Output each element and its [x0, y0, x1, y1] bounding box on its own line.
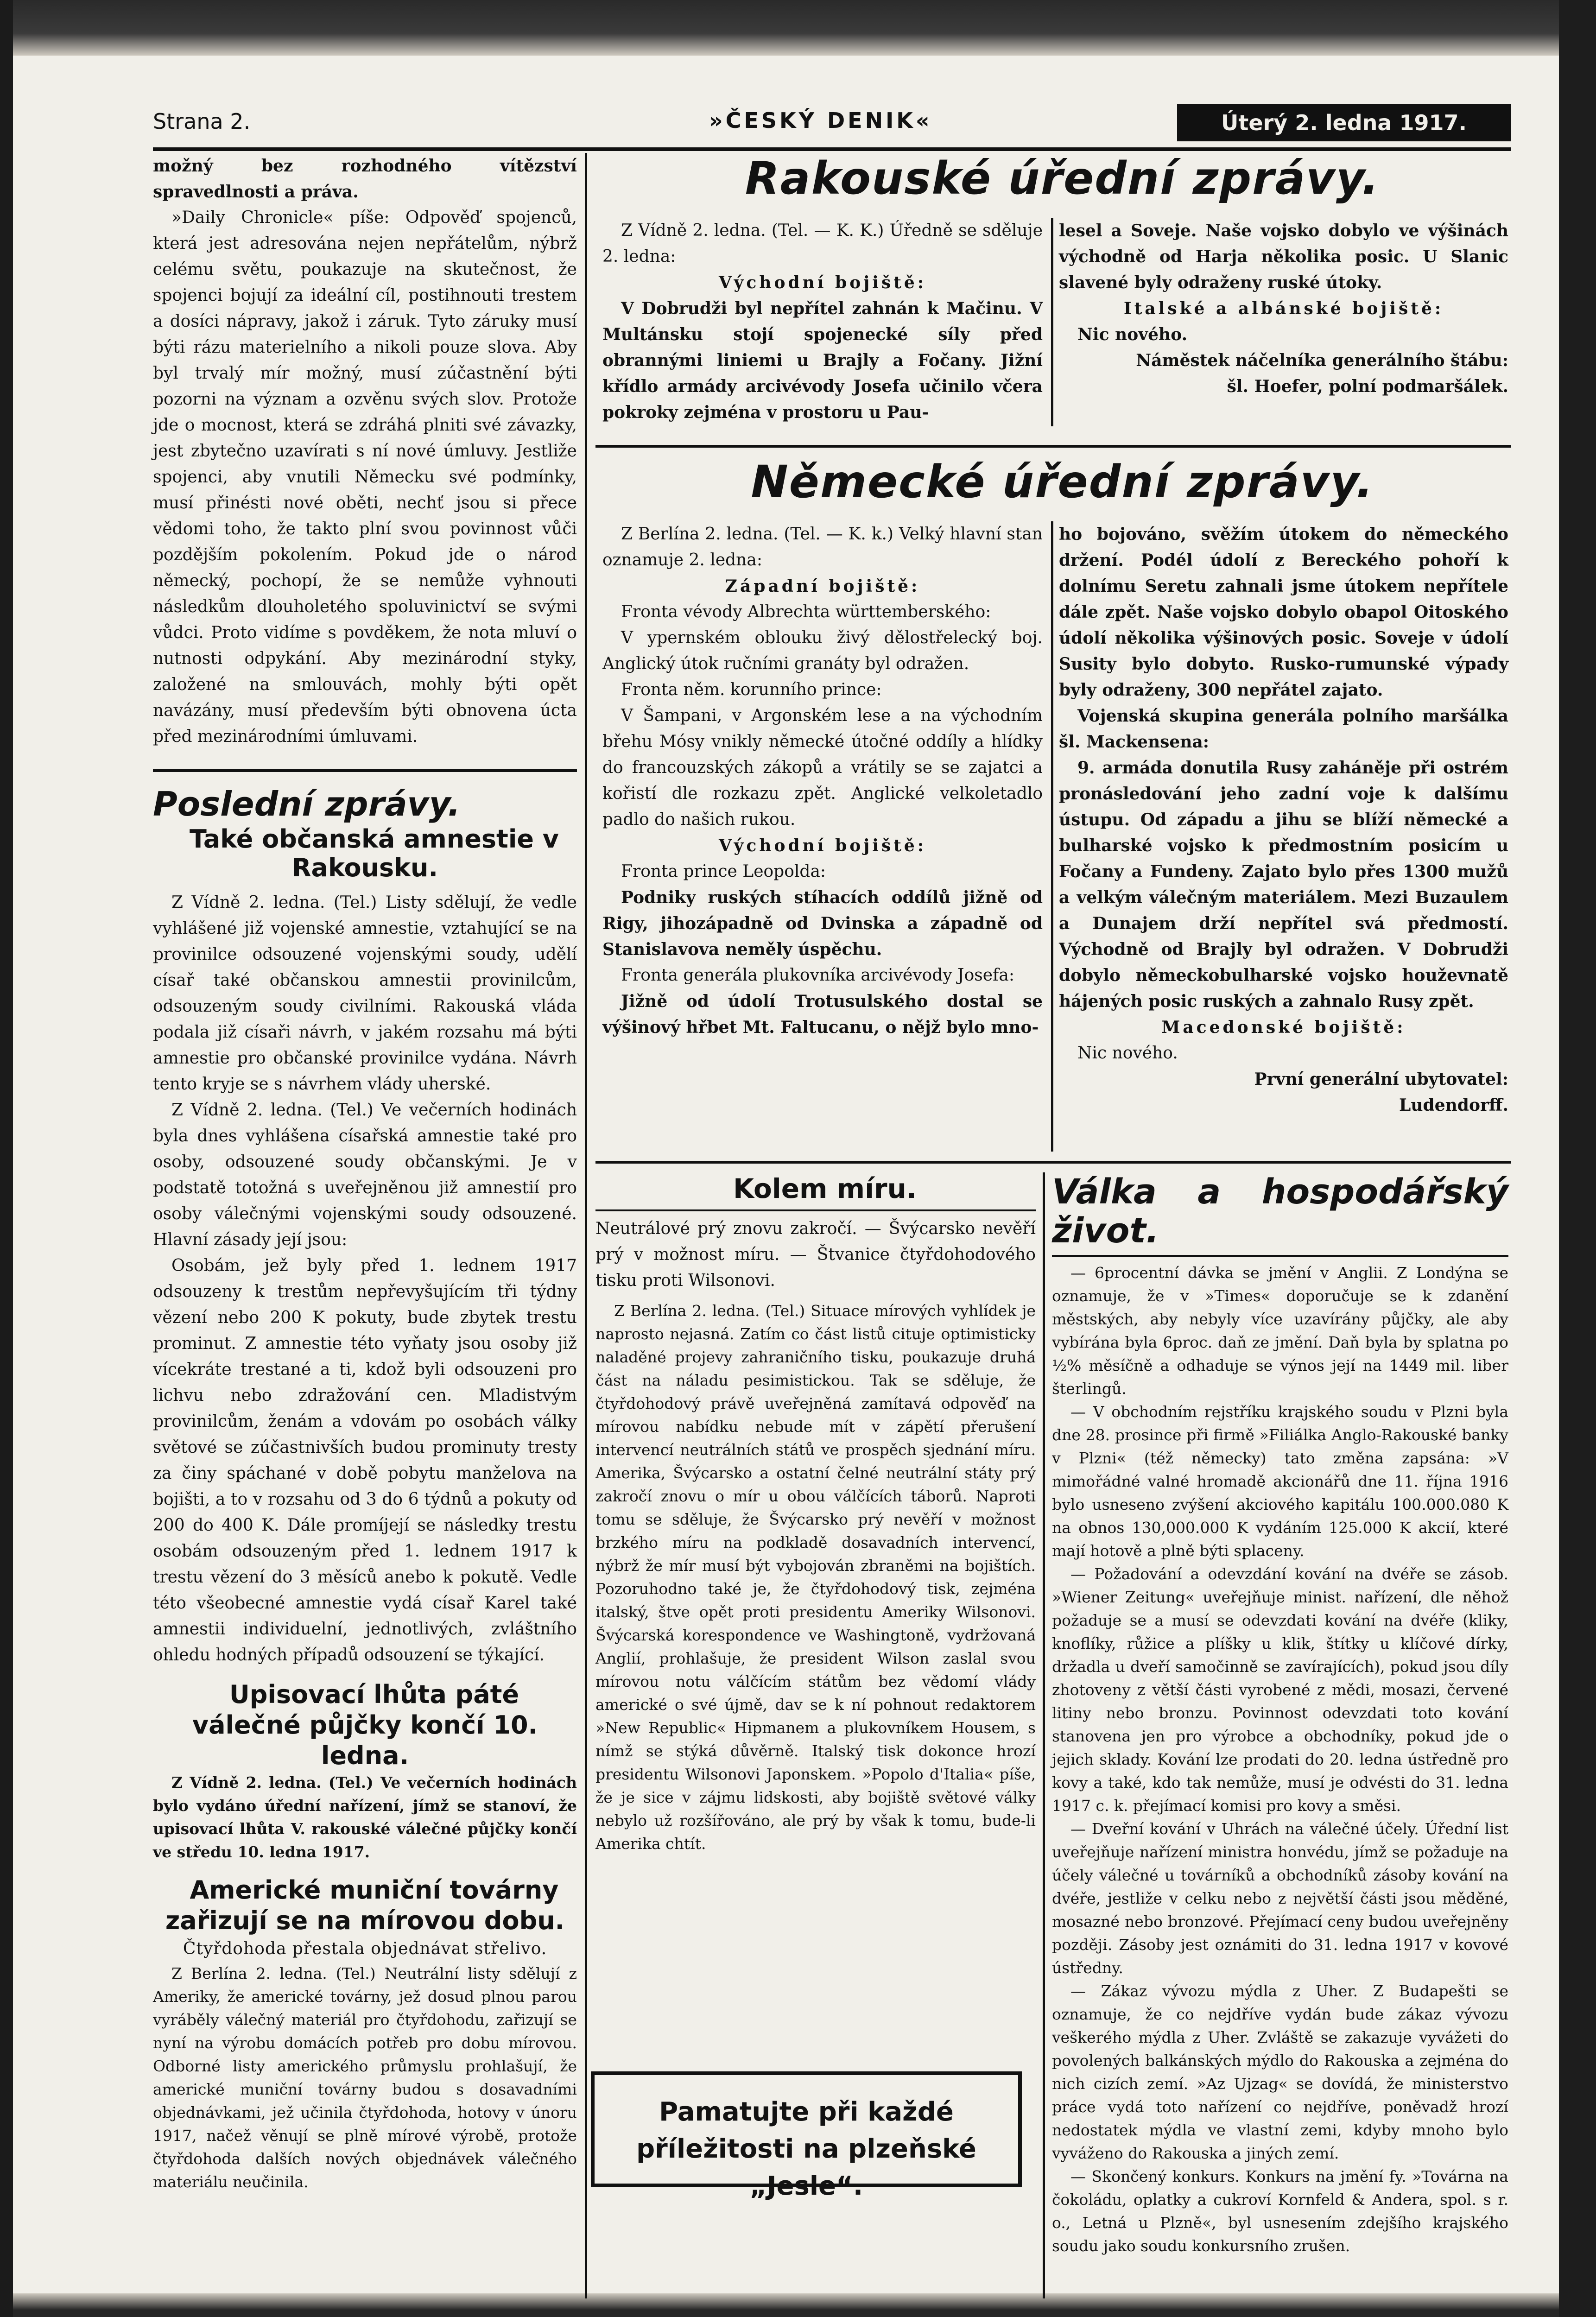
german-paragraph: Z Berlína 2. ledna. (Tel. — K. k.) Velký hlavní stan oznamuje 2. ledna: [602, 525, 1043, 570]
intro-paragraph: »Daily Chronicle« píše: Odpověď spojenců, která jest adresována nejen nepřátelům, nýbrž celému světu, poukazuje na skutečnost, že spojenci bojují za ideální cíl, postihnouti trestem a dosíci nápravy, jakož i záruk. Tyto záruky musí býti rázu materielního a nikoli pouze slova. Aby byl trvalý mír možný, musí zúčastnění býti pozorni na význam a ozvěnu svých slov. Protože jde o mocnost, která se zdráhá plniti své závazky, jest zbytečno uzavírati s ní nové úmluvy. Jestliže spojenci, aby vnutili Německu své podmínky, musí přinésti nové oběti, nechť jsou si přece vědomi toho, že takto plní svou povinnost vůči pozdějším pokolením. Pokud jde o národ německý, pochopí, že se nemůže vyhnouti následkům dlouholetého spoluvinictví se svými vůdci. Proto vidíme s povděkem, že nota mluví o nutnosti odpykání. Aby mezinárodní styky, založené na smlouvách, mohly býti opět navázány, musí především býti obnovena úcta před mezinárodními úmluvami. [153, 208, 577, 746]
peace-title: Kolem míru. [733, 1173, 917, 1204]
amnesty-paragraph: Z Vídně 2. ledna. (Tel.) Ve večerních hodinách byla dnes vyhlášena císařská amnestie také pro osoby, odsouzené soudy občanskými. Je v podstatě totožná s uveřejněnou již amnestií pro osoby válečnými vojenskými soudy odsouzené. Hlavní zásady její jsou: [153, 1101, 577, 1249]
loan-title: Upisovací lhůta páté válečné půjčky končí 10. ledna. [192, 1680, 538, 1770]
jesle-ad: Pamatujte při každé příležitosti na plzeňské „Jesle“. [591, 2071, 1022, 2187]
intro-paragraph: možný bez rozhodného vítězství spravedlnosti a práva. [153, 156, 577, 202]
masthead: »ČESKÝ DENIK« [709, 108, 932, 133]
economy-article [1052, 1172, 1508, 2258]
german-left [602, 521, 1043, 1040]
german-paragraph: Podniky ruských stíhacích oddílů jižně od Rigy, jihozápadně od Dvinska a západně od Stanislavova neměly úspěchu. [602, 888, 1043, 959]
austrian-right [1059, 218, 1508, 399]
economy-item: — Zákaz vývozu mýdla z Uher. Z Budapešti se oznamuje, že co nejdříve vydán bude zákaz vývozu veškerého mýdla z Uher. Zvláště se zakazuje vyvážeti do povolených balkánských mýdlo do Rakouska a zejména do nich cizích zemí. »Az Ujzag« se dovídá, že ministerstvo práce vydá toto nařízení co nejdříve, poněvadž hrozí nedostatek mýdla ve vlastní zemi, kdyby mnoho bylo vyváženo do Rakouska a jiných zemí. [1052, 1982, 1508, 2162]
amnesty-title: Také občanská amnestie v Rakousku. [189, 824, 559, 882]
german-paragraph: ho bojováno, svěžím útokem do německého držení. Podél údolí z Bereckého pohoří k dolnímu Seretu zahnali jsme útokem nepřítele dále zpět. Naše vojsko dobylo obapol Oitoského údolí několika výšinových posic. Soveje v údolí Susity bylo dobyto. Rusko-rumunské výpady byly odraženy, 300 nepřátel zajato. [1059, 525, 1508, 700]
german-paragraph: Fronta něm. korunního prince: [621, 680, 882, 699]
peace-lead: Neutrálové prý znovu zakročí. — Švýcarsko nevěří prý v možnost míru. — Štvanice čtyřdohodového tisku proti Wilsonovi. [595, 1219, 1036, 1290]
german-title: Německé úřední zprávy. [751, 456, 1374, 508]
austrian-paragraph: V Dobrudži byl nepřítel zahnán k Mačinu. V Multánsku stojí spojenecké síly před obrannými liniemi u Brajly a Fočany. Jižní křídlo armády arcivévody Josefa učinilo včera pokroky zejména v prostoru u Pau- [602, 299, 1043, 422]
peace-article [595, 1172, 1036, 1855]
german-paragraph: V Šampani, v Argonském lese a na východním břehu Mósy vnikly německé útočné oddíly a hlídky do francouzských zákopů a vrátily se se zajatci a kořistí dle rozkazu zpět. Anglické velkoletadlo padlo do našich rukou. [602, 706, 1043, 829]
austrian-paragraph: Z Vídně 2. ledna. (Tel. — K. K.) Úředně se sděluje 2. ledna: [602, 221, 1043, 266]
economy-item: — Skončený konkurs. Konkurs na jmění fy. »Továrna na čokoládu, oplatky a cukroví Kornfeld & Andera, spol. s r. o., Letná u Plzně«, byl usnesením zdejšího krajského soudu jako soudu konkursního zrušen. [1052, 2167, 1508, 2255]
factories-paragraph: Z Berlína 2. ledna. (Tel.) Neutrální listy sdělují z Ameriky, že americké továrny, jež dosud plnou parou vyráběly válečný materiál pro čtyřdohodu, zařizují se nyní na výrobu domácích potřeb pro dobu mírovou. Odborné listy amerického průmyslu prohlašují, že americké muniční továrny budou s dosavadními objednávkami, jež učinila čtyřdohoda, hotovy v únoru 1917, načež věnují se plně mírové výrobě, protože čtyřdohoda dalších nových objednávek válečného materiálu neučinila. [153, 1964, 577, 2191]
amnesty-paragraph: Osobám, jež byly před 1. lednem 1917 odsouzeny k trestům nepřevyšujícím tři týdny vězení nebo 200 K pokuty, bude zbytek trestu prominut. Z amnestie této vyňaty jsou osoby již vícekráte trestané a ti, kdož byli odsouzeni pro lichvu nebo zdražování cen. Mladistvým provinilcům, ženám a vdovám po osobách války světové se zúčastnivších budou prominuty tresty za činy spáchané v době pobytu manželova na bojišti, a to v rozsahu od 3 do 6 týdnů a pokuty od 200 do 400 K. Dále promíjejí se následky trestu osobám odsouzeným před 1. lednem 1917 k trestu vězení do 3 měsíců anebo k pokutě. Vedle této všeobecné amnestie vydá císař Karel také amnestii individuelní, jednotlivých, zvláštního ohledu hodných případů odsouzení se týkající. [153, 1256, 577, 1665]
column-rule [585, 153, 587, 2298]
german-paragraph: 9. armáda donutila Rusy zaháněje při ostrém pronásledování jeho zadní voje k dalšímu ústupu. Od západu a jihu se blíží německé a bulharské vojsko k předmostním posicím u Fočany a Fundeny. Zajato bylo přes 1300 mužů a velkým válečným materiálem. Mezi Buzaulem a Dunajem drží nepřítel svá předmostí. Východně od Brajly byl odražen. V Dobrudži dobylo německobulharské vojsko houževnatě hájených posic ruských a zahnalo Rusy zpět. [1059, 758, 1508, 1011]
german-paragraph: Nic nového. [1077, 1044, 1178, 1063]
divider [595, 445, 1511, 448]
column-left [153, 153, 577, 750]
page-number: Strana 2. [153, 109, 251, 134]
loan-paragraph: Z Vídně 2. ledna. (Tel.) Ve večerních hodinách bylo vydáno úřední nařízení, jímž se stanoví, že upisovací lhůta V. rakouské válečné půjčky končí ve středu 10. ledna 1917. [153, 1773, 577, 1861]
economy-item: — Dveřní kování v Uhrách na válečné účely. Úřední list uveřejňuje nařízení ministra honvédu, jímž se požaduje na účely válečné u továrníků a obchodníků zásoby kování na dvéře, jestliže v celku nebo z největší části jsou měděné, mosazné nebo bronzové. Přejímací ceny budou uveřejněny později. Zásoby jest oznámiti do 31. ledna 1917 v kovové ústředny. [1052, 1820, 1508, 1977]
factories-title: Americké muniční továrny zařizují se na mírovou dobu. [165, 1875, 565, 1935]
german-reports [595, 456, 1511, 507]
austrian-section: Východní bojiště: [718, 273, 927, 292]
factories-subtitle: Čtyřdohoda přestala objednávat střelivo. [183, 1939, 547, 1958]
economy-item: — Požadování a odevzdání kování na dvéře se zásob. »Wiener Zeitung« uveřejňuje minist. nařízení, dle něhož požaduje se a musí se odevzdati kování na dvéře (kliky, knoflíky, růžice a plíšky u klik, štítky u klíčové dírky, držadla u dveří samočinně se zavírajících), pokud jsou díly zhotoveny z větší části vyrobené z mědi, mosazi, červené litiny nebo bronzu. Povinnost odevzdati toto kování stanovena jen pro výrobce a obchodníky, pokud jde o jejich sklady. Kování lze prodati do 20. ledna ústředně pro kovy a také, kdo tak nemůže, musí je odvésti do 31. ledna 1917 c. k. přejímací komisi pro kovy a směsi. [1052, 1565, 1508, 1815]
german-paragraph: V ypernském oblouku živý dělostřelecký boj. Anglický útok ručními granáty byl odražen. [602, 628, 1043, 673]
column-rule [1051, 218, 1053, 426]
german-signature: Ludendorff. [1399, 1095, 1508, 1115]
divider [153, 769, 577, 772]
austrian-section: Italské a albánské bojiště: [1123, 299, 1444, 318]
austrian-reports [595, 153, 1511, 204]
divider [1052, 1255, 1508, 1257]
german-section: Východní bojiště: [718, 836, 927, 855]
austrian-signature-role: Náměstek náčelníka generálního štábu: [1136, 351, 1508, 370]
amnesty-paragraph: Z Vídně 2. ledna. (Tel.) Listy sdělují, že vedle vyhlášené již vojenské amnestie, vztahující se na provinilce odsouzené vojenskými soudy, udělí císař také občanskou amnestii provinilcům, odsouzeným soudy civilními. Rakouská vláda podala již císaři návrh, v jakém rozsahu má býti amnestie pro občanské provinilce vydána. Návrh tento kryje se s návrhem vlády uherské. [153, 893, 577, 1094]
column-rule [1043, 1172, 1045, 2298]
economy-item: — 6procentní dávka se jmění v Anglii. Z Londýna se oznamuje, že v »Times« doporučuje se k zdanění městských, aby nebyly více uzavírány půjčky, ale aby vybírána byla 6proc. daň ze jmění. Daň byla by splatna po ½% měsíčně a odhaduje se výnos její na 1449 mil. liber šterlingů. [1052, 1264, 1508, 1398]
economy-title: Válka a hospodářský život. [1052, 1172, 1508, 1251]
austrian-title: Rakouské úřední zprávy. [745, 152, 1380, 204]
german-right [1059, 521, 1508, 1118]
divider [595, 1161, 1511, 1164]
last-news-title: Poslední zprávy. [153, 785, 461, 823]
german-section: Macedonské bojiště: [1161, 1018, 1406, 1037]
peace-paragraph: Z Berlína 2. ledna. (Tel.) Situace mírových vyhlídek je naprosto nejasná. Zatím co část listů cituje optimisticky naladěné projevy zahraničního tisku, poukazuje druhá část na náladu pesimistickou. Tak se sděluje, že čtyřdohodový právě uveřejněná zamítavá odpověď na mírovou nabídku nebude mít v zápětí přerušení intervencí neutrálních států ve prospěch sjednání míru. Amerika, Švýcarsko a ostatní čelné neutrální státy prý zakročí znovu o mír u obou válčících táborů. Naproti tomu se sděluje, že Švýcarsko prý nevěří v možnost brzkého míru na podkladě dosavadních intervencí, nýbrž že mír musí být vybojován zbraněmi na bojištích. Pozoruhodno také je, že čtyřdohodový tisk, zejména italský, štve opět proti presidentu Ameriky Wilsonovi. Švýcarská korespondence ve Washingtoně, vydržovaná Anglií, prohlašuje, že president Wilson zaslal svou mírovou notu válčícím státům bez vědomí vlády americké o své újmě, dav se k ní pohnout redaktorem »New Republic« Hipmanem a plukovníkem Housem, s nímž se stýká důvěrně. Italský tisk dokonce hrozí presidentu Wilsonovi Japonskem. »Popolo d'Italia« píše, že je sice v zájmu lidskosti, aby bojiště světové války nebylo už rozšířováno, ale prý by však k tomu, bude-li Amerika chtít. [595, 1302, 1036, 1853]
german-paragraph: Fronta vévody Albrechta württemberského: [621, 602, 991, 621]
austrian-signature: šl. Hoefer, polní podmaršálek. [1227, 377, 1508, 396]
header-rule [153, 147, 1511, 151]
issue-date: Úterý 2. ledna 1917. [1177, 104, 1511, 141]
german-paragraph: Fronta prince Leopolda: [621, 862, 826, 881]
scan-border-left [0, 0, 13, 2317]
german-paragraph: Fronta generála plukovníka arcivévody Josefa: [621, 966, 1014, 985]
column-left-news [153, 783, 577, 2194]
german-paragraph: Vojenská skupina generála polního maršálka šl. Mackensena: [1059, 706, 1508, 752]
scan-border-right [1559, 0, 1596, 2317]
german-signature-role: První generální ubytovatel: [1254, 1070, 1508, 1089]
austrian-left [602, 218, 1043, 425]
austrian-paragraph: lesel a Soveje. Naše vojsko dobylo ve výšinách východně od Harja několika posic. U Slanic slavené byly odraženy ruské útoky. [1059, 221, 1508, 292]
german-paragraph: Jižně od údolí Trotusulského dostal se výšinový hřbet Mt. Faltucanu, o nějž bylo mno- [602, 992, 1043, 1037]
scan-border-bottom [0, 2293, 1596, 2317]
page-header [153, 104, 1511, 146]
column-rule [1051, 521, 1053, 1152]
divider [595, 1209, 1036, 1211]
economy-item: — V obchodním rejstříku krajského soudu v Plzni byla dne 28. prosince při firmě »Filiálka Anglo-Rakouské banky v Plzni« (též německy) tato změna zapsána: »V mimořádné valné hromadě akcionářů dne 11. října 1916 bylo usneseno zvýšení akciového kapitálu 100.000.080 K na obnos 130,000.000 K vydáním 125.000 K akcií, které mají hotově a plně býti splaceny. [1052, 1403, 1508, 1560]
austrian-paragraph: Nic nového. [1077, 325, 1188, 344]
scan-border-top [0, 0, 1596, 56]
german-section: Západní bojiště: [725, 576, 920, 596]
